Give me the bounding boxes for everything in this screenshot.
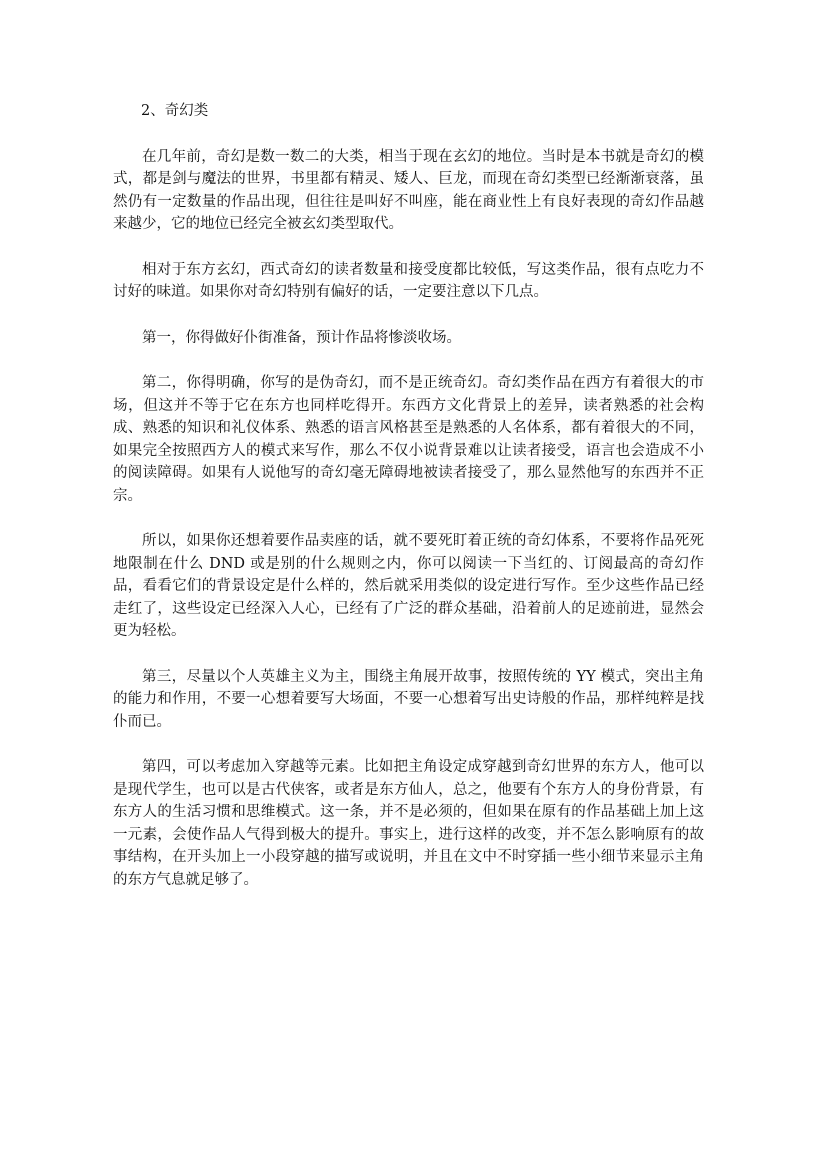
paragraph-5: 所以，如果你还想着要作品卖座的话，就不要死盯着正统的奇幻体系，不要将作品死死地限制在什么 DND 或是别的什么规则之内，你可以阅读一下当红的、订阅最高的奇幻作品，看看它们的背景设定是什么样的，然后就采用类似的设定进行写作。至少这些作品已经走红了，这些设定已经深入人心，已经有了广泛的群众基础，沿着前人的足迹前进，显然会更为轻松。 [113,533,704,639]
document-body [113,100,704,914]
paragraph-7: 第四，可以考虑加入穿越等元素。比如把主角设定成穿越到奇幻世界的东方人，他可以是现代学生，也可以是古代侠客，或者是东方仙人，总之，他要有个东方人的身份背景，有东方人的生活习惯和思维模式。这一条，并不是必须的，但如果在原有的作品基础上加上这一元素，会使作品人气得到极大的提升。事实上，进行这样的改变，并不怎么影响原有的故事结构，在开头加上一小段穿越的描写或说明，并且在文中不时穿插一些小细节来显示主角的东方气息就足够了。 [113,759,704,888]
paragraph-4: 第二，你得明确，你写的是伪奇幻，而不是正统奇幻。奇幻类作品在西方有着很大的市场，但这并不等于它在东方也同样吃得开。东西方文化背景上的差异，读者熟悉的社会构成、熟悉的知识和礼仪体系、熟悉的语言风格甚至是熟悉的人名体系，都有着很大的不同，如果完全按照西方人的模式来写作，那么不仅小说背景难以让读者接受，语言也会造成不小的阅读障碍。如果有人说他写的奇幻毫无障碍地被读者接受了，那么显然他写的东西并不正宗。 [113,375,704,504]
paragraph-6: 第三，尽量以个人英雄主义为主，围绕主角展开故事，按照传统的 YY 模式，突出主角的能力和作用，不要一心想着要写大场面，不要一心想着写出史诗般的作品，那样纯粹是找仆而已。 [113,668,704,730]
section-heading: 2、奇幻类 [141,103,209,119]
paragraph-2: 相对于东方玄幻，西式奇幻的读者数量和接受度都比较低，写这类作品，很有点吃力不讨好的味道。如果你对奇幻特别有偏好的话，一定要注意以下几点。 [113,261,704,300]
paragraph-1: 在几年前，奇幻是数一数二的大类，相当于现在玄幻的地位。当时是本书就是奇幻的模式，都是剑与魔法的世界，书里都有精灵、矮人、巨龙，而现在奇幻类型已经渐渐衰落，虽然仍有一定数量的作品出现，但往往是叫好不叫座，能在商业性上有良好表现的奇幻作品越来越少，它的地位已经完全被玄幻类型取代。 [113,148,704,232]
paragraph-3: 第一，你得做好仆街准备，预计作品将惨淡收场。 [142,329,461,346]
